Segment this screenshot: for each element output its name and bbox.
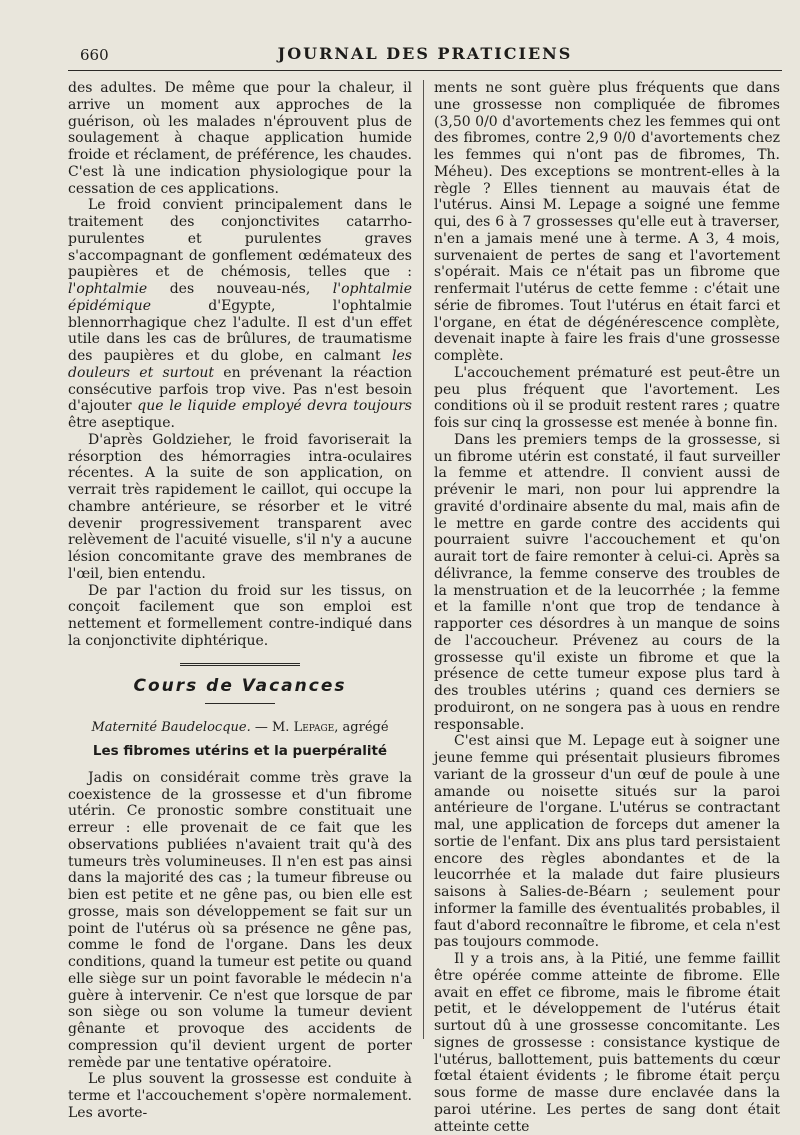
paragraph: Le plus souvent la grossesse est conduite à terme et l'accouchement s'opère normalement. Les avorte- [68,1071,412,1121]
section-separator [68,650,412,672]
paragraph: C'est ainsi que M. Lepage eut à soigner une jeune femme qui présentait plusieurs fibromes variant de la grosseur d'un œuf de poule à une amande ou noisette situés sur la paroi antérieure de l'organe. L'utérus se contractant mal, une application de forceps dut amener la sortie de l'enfant. Dix ans plus tard persistaient encore des règles abondantes et de la leucorrhée et la malade dut faire plusieurs saisons à Salies-de-Béarn ; seulement pour informer la famille des éventualités probables, il faut d'abord reconnaître le fibrome, et cela n'est pas toujours commode. [434,733,780,951]
text-run: Le froid convient principalement dans le traitement des conjonctivites catarrho-purulentes et purulentes graves s'accompagnant de gonflement œdémateux des paupières et de chémosis, telles que : [68,197,412,281]
byline-rank: , agrégé [334,720,389,736]
paragraph: ments ne sont guère plus fréquents que dans une grossesse non compliquée de fibromes (3,50 0/0 d'avortements chez les femmes qui ont des fibromes, contre 2,9 0/0 d'avortements chez les femmes qui n'ont pas de fibromes, Th. Méheu). Des exceptions se montrent-elles à la règle ? Elles tiennent au mauvais état de l'utérus. Ainsi M. Lepage a soigné une femme qui, des 6 à 7 grossesses qu'elle eut à traverser, n'en a jamais mené une à terme. A 3, 4 mois, survenaient de pertes de sang et l'avortement s'opérait. Mais ce n'était pas un fibrome que renfermait l'utérus de cette femme : c'était une série de fibromes. Tout l'utérus en était farci et l'organe, en état de dégénérescence complète, devenait inapte à faire les frais d'une grossesse complète. [434,80,780,364]
section-title: Cours de Vacances [133,675,347,696]
byline-dash: — M. [250,720,294,736]
paragraph: des adultes. De même que pour la chaleur, il arrive un moment aux approches de la guérison, où les malades n'éprouvent plus de soulagement à chaque application humide froide et réclament, de préférence, les chaudes. C'est là une indication physiologique pour la cessation de ces applications. [68,80,412,197]
italic-text: l'ophtalmie [68,281,148,297]
journal-title: JOURNAL DES PRATICIENS [277,44,573,63]
text-run: d'Egypte, l'ophtalmie blennorrhagique chez l'adulte. Il est d'un effet utile dans les cas de brûlures, de traumatisme des paupières et du globe, en calmant [68,297,412,364]
page-header [68,40,782,71]
paragraph: Dans les premiers temps de la grossesse, si un fibrome utérin est constaté, il faut surveiller la femme et attendre. Il convient aussi de prévenir le mari, non pour lui apprendre la gravité d'ordinaire absente du mal, mais afin de le mettre en garde contre des accidents qui pourraient suivre l'accouchement et qu'on aurait tort de faire remonter à celui-ci. Après sa délivrance, la femme conserve des troubles de la menstruation et de la leucorrhée ; la femme et la famille n'ont que trop de tendance à rapporter ces désordres à un manque de soins de l'accoucheur. Prévenez au cours de la grossesse qu'il existe un fibrome et que la présence de cette tumeur expose plus tard à des troubles utérins ; quand ces derniers se produiront, on ne songera pas à uous en rendre responsable. [434,431,780,733]
byline-author: Lepage [293,720,335,736]
italic-text: les douleurs et surtout [68,348,412,381]
paragraph: Jadis on considérait comme très grave la coexistence de la grossesse et d'un fibrome utérin. Ce pronostic sombre constituait une erreur : elle provenait de ce fait que les observations publiées n'avaient trait qu'à des tumeurs très volumineuses. Il n'en est pas ainsi dans la majorité des cas ; la tumeur fibreuse ou bien est petite et ne gêne pas, ou bien elle est grosse, mais son développement se fait sur un point de l'utérus où sa présence ne gêne pas, comme le fond de l'organe. Dans les deux conditions, quand la tumeur est petite ou quand elle siège sur un point favorable le médecin n'a guère à intervenir. Ce n'est que lorsque de par son siège ou son volume la tumeur devient gênante et provoque des accidents de compression qu'il devient urgent de porter remède par une tentative opératoire. [68,769,412,1071]
paragraph: L'accouchement prématuré est peut-être un peu plus fréquent que l'avortement. Les conditions où il se produit restent rares ; quatre fois sur cinq la grossesse est menée à bonne fin. [434,364,780,431]
italic-text: que le liquide employé devra toujours [137,398,412,415]
paragraph: D'après Goldzieher, le froid favoriserait la résorption des hémorragies intra-oculaires récentes. A la suite de son application, on verrait très rapidement le caillot, qui occupe la chambre antérieure, se résorber et le vitré devenir progressivement transparent avec relèvement de l'acuité visuelle, s'il n'y a aucune lésion concomitante grave des membranes de l'œil, bien entendu. [68,431,412,582]
double-rule [180,663,300,668]
paragraph: De par l'action du froid sur les tissus, on conçoit facilement que son emploi est nettement et formellement contre-indiqué dans la conjonctivite diphtérique. [68,582,412,649]
text-run: en prévenant la réaction consécutive parfois trop vive. Pas n'est besoin d'ajouter [68,364,413,415]
italic-text: l'ophtalmie épidémique [68,281,412,314]
article-title: Les fibromes utérins et la puerpéralité [92,743,388,759]
right-column [434,80,780,1135]
short-rule [205,703,275,704]
byline [68,720,412,737]
paragraph [68,197,412,432]
page-number: 660 [80,46,109,64]
text-run: être aseptique. [68,415,175,431]
paragraph: Il y a trois ans, à la Pitié, une femme faillit être opérée comme atteinte de fibrome. Elle avait en effet ce fibrome, mais le fibrome était petit, et le développement de l'utérus était surtout dû à une grossesse concomitante. Les signes de grossesse : consistance kystique de l'utérus, ballottement, puis battements du cœur fœtal étaient évidents ; le fibrome était perçu sous forme de masse dure enclavée dans la paroi utérine. Les pertes de sang dont était atteinte cette [434,951,780,1135]
left-column [68,80,413,1121]
byline-place: Maternité Baudelocque. [91,720,251,736]
column-divider [423,80,424,1039]
text-run: des nouveau-nés, [147,281,333,297]
